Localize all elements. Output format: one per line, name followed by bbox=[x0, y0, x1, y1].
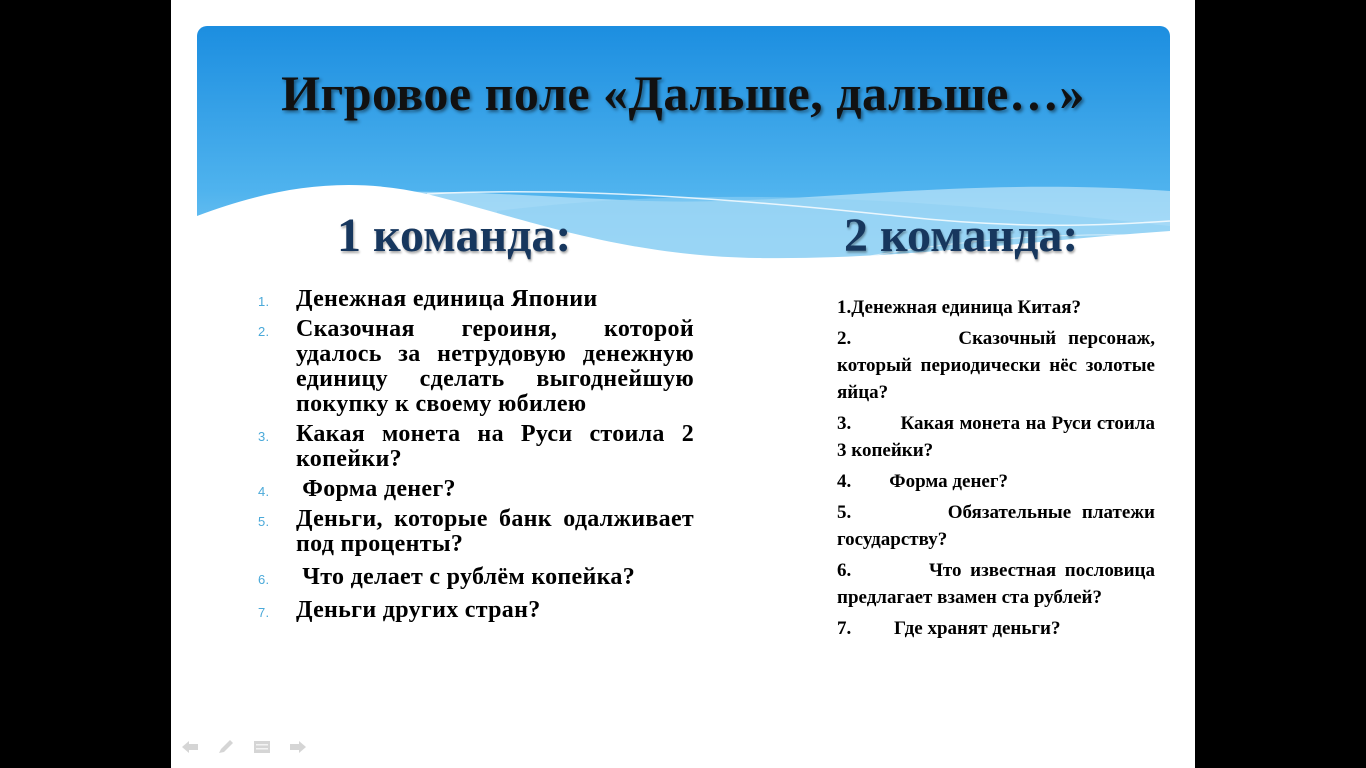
team1-question bbox=[254, 477, 694, 502]
team2-question: 7. Где хранят деньги? bbox=[837, 618, 1061, 639]
slide-title: Игровое поле «Дальше, дальше…» bbox=[281, 65, 1085, 121]
question-text: Сказочная героиня, которой удалось за нетрудовую денежную единицу сделать выгоднейшую покупку к своему юбилею bbox=[296, 316, 694, 417]
question-text: Денежная единица Японии bbox=[296, 286, 598, 312]
list-number: 1. bbox=[258, 294, 270, 309]
slideshow-nav bbox=[179, 736, 309, 758]
back-arrow-icon[interactable] bbox=[179, 736, 201, 758]
question-text: Какая монета на Руси стоила 2 копейки? bbox=[296, 421, 694, 472]
list-number: 6. bbox=[258, 572, 270, 587]
list-number: 7. bbox=[258, 605, 270, 620]
team2-heading: 2 команда: bbox=[844, 209, 1079, 262]
team1-question bbox=[254, 317, 694, 417]
team2-question: 1.Денежная единица Китая? bbox=[837, 297, 1082, 318]
team2-question: 4. Форма денег? bbox=[837, 471, 1008, 492]
team2-question: 6. Что известная пословица предлагает взамен ста рублей? bbox=[837, 560, 1160, 608]
list-number: 3. bbox=[258, 429, 270, 444]
team1-heading: 1 команда: bbox=[337, 209, 572, 262]
slide bbox=[171, 0, 1195, 768]
team1-question bbox=[254, 598, 694, 623]
team1-question bbox=[254, 287, 694, 312]
team1-question bbox=[254, 565, 694, 590]
team2-question-list bbox=[837, 294, 1160, 646]
list-number: 2. bbox=[258, 324, 270, 339]
menu-icon[interactable] bbox=[251, 736, 273, 758]
team1-question bbox=[254, 507, 694, 557]
team1-question-list bbox=[254, 287, 694, 628]
team1-question bbox=[254, 422, 694, 472]
forward-arrow-icon[interactable] bbox=[287, 736, 309, 758]
question-text: Форма денег? bbox=[296, 476, 456, 502]
list-number: 4. bbox=[258, 484, 270, 499]
question-text: Деньги, которые банк одалживает под проценты? bbox=[296, 506, 694, 557]
pen-icon[interactable] bbox=[215, 736, 237, 758]
question-text: Что делает с рублём копейка? bbox=[296, 564, 636, 590]
team2-question: 5. Обязательные платежи государству? bbox=[837, 502, 1160, 550]
list-number: 5. bbox=[258, 514, 270, 529]
team2-question: 2. Сказочный персонаж, который периодически нёс золотые яйца? bbox=[837, 328, 1160, 403]
team2-question: 3. Какая монета на Руси стоила 3 копейки? bbox=[837, 413, 1160, 461]
question-text: Деньги других стран? bbox=[296, 597, 541, 623]
